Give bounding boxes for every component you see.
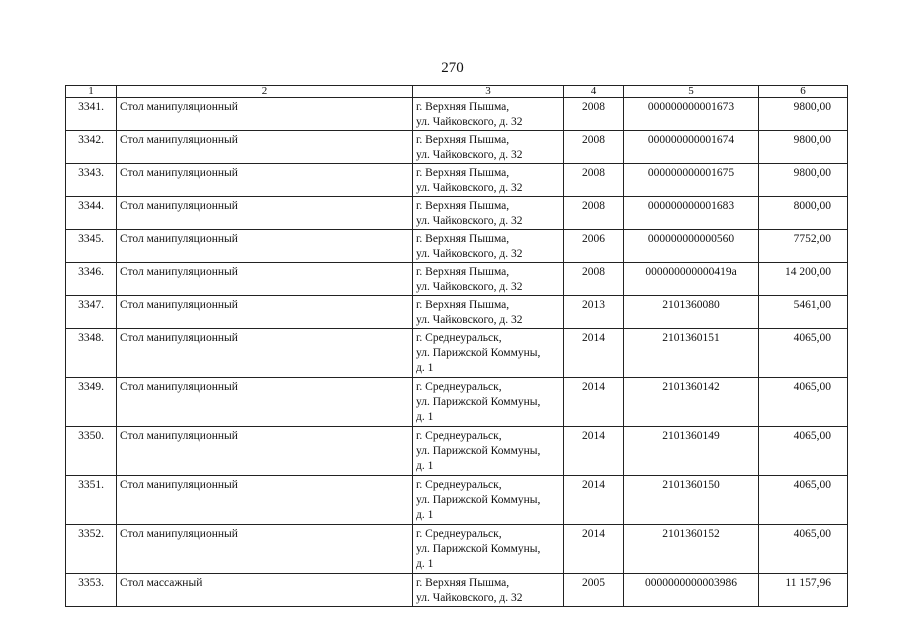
address-line: д. 1 [416, 460, 434, 472]
inventory-number: 2101360151 [624, 329, 759, 378]
item-cost: 4065,00 [759, 427, 848, 476]
item-cost: 4065,00 [759, 329, 848, 378]
item-name: Стол манипуляционный [117, 476, 413, 525]
address-line: г. Верхняя Пышма, [416, 266, 510, 278]
item-year: 2014 [564, 525, 624, 574]
item-address [413, 476, 564, 525]
column-header: 1 [66, 86, 117, 98]
item-year: 2008 [564, 263, 624, 296]
row-number: 3350. [66, 427, 117, 476]
address-line: ул. Парижской Коммуны, [416, 396, 541, 408]
address-line: г. Верхняя Пышма, [416, 233, 510, 245]
item-name: Стол манипуляционный [117, 263, 413, 296]
item-cost: 9800,00 [759, 131, 848, 164]
item-name: Стол манипуляционный [117, 197, 413, 230]
address-line: г. Среднеуральск, [416, 381, 502, 393]
item-name: Стол манипуляционный [117, 98, 413, 131]
item-year: 2006 [564, 230, 624, 263]
item-address [413, 98, 564, 131]
table-row [66, 98, 848, 131]
address-line: г. Верхняя Пышма, [416, 577, 510, 589]
inventory-number: 000000000001673 [624, 98, 759, 131]
item-address [413, 574, 564, 607]
address-line: г. Среднеуральск, [416, 479, 502, 491]
inventory-number: 2101360149 [624, 427, 759, 476]
inventory-number: 000000000001683 [624, 197, 759, 230]
column-header: 6 [759, 86, 848, 98]
item-name: Стол манипуляционный [117, 427, 413, 476]
item-name: Стол массажный [117, 574, 413, 607]
item-name: Стол манипуляционный [117, 230, 413, 263]
row-number: 3343. [66, 164, 117, 197]
item-name: Стол манипуляционный [117, 131, 413, 164]
item-cost: 4065,00 [759, 476, 848, 525]
item-year: 2014 [564, 476, 624, 525]
item-year: 2008 [564, 131, 624, 164]
inventory-number: 2101360150 [624, 476, 759, 525]
item-cost: 4065,00 [759, 525, 848, 574]
address-line: ул. Чайковского, д. 32 [416, 248, 523, 260]
item-address [413, 197, 564, 230]
item-address [413, 263, 564, 296]
item-name: Стол манипуляционный [117, 525, 413, 574]
address-line: г. Верхняя Пышма, [416, 134, 510, 146]
item-year: 2005 [564, 574, 624, 607]
item-name: Стол манипуляционный [117, 296, 413, 329]
item-cost: 4065,00 [759, 378, 848, 427]
item-year: 2014 [564, 427, 624, 476]
row-number: 3341. [66, 98, 117, 131]
inventory-number: 2101360142 [624, 378, 759, 427]
item-year: 2008 [564, 98, 624, 131]
row-number: 3344. [66, 197, 117, 230]
item-cost: 14 200,00 [759, 263, 848, 296]
table-row [66, 329, 848, 378]
item-year: 2013 [564, 296, 624, 329]
address-line: ул. Чайковского, д. 32 [416, 215, 523, 227]
inventory-number: 000000000000560 [624, 230, 759, 263]
table-row [66, 164, 848, 197]
address-line: г. Верхняя Пышма, [416, 101, 510, 113]
row-number: 3351. [66, 476, 117, 525]
item-address [413, 230, 564, 263]
table-row [66, 525, 848, 574]
column-header: 4 [564, 86, 624, 98]
address-line: ул. Парижской Коммуны, [416, 445, 541, 457]
inventory-number: 2101360152 [624, 525, 759, 574]
row-number: 3352. [66, 525, 117, 574]
item-address [413, 296, 564, 329]
inventory-table [65, 85, 848, 607]
item-address [413, 164, 564, 197]
address-line: д. 1 [416, 411, 434, 423]
address-line: г. Верхняя Пышма, [416, 200, 510, 212]
table-row [66, 296, 848, 329]
inventory-number: 000000000001675 [624, 164, 759, 197]
row-number: 3342. [66, 131, 117, 164]
column-header: 3 [413, 86, 564, 98]
item-year: 2008 [564, 197, 624, 230]
row-number: 3347. [66, 296, 117, 329]
inventory-number: 000000000000419а [624, 263, 759, 296]
table-row [66, 378, 848, 427]
column-header: 2 [117, 86, 413, 98]
address-line: ул. Парижской Коммуны, [416, 494, 541, 506]
table-row [66, 427, 848, 476]
item-address [413, 427, 564, 476]
address-line: ул. Чайковского, д. 32 [416, 116, 523, 128]
address-line: ул. Чайковского, д. 32 [416, 281, 523, 293]
item-year: 2014 [564, 378, 624, 427]
table-row [66, 197, 848, 230]
row-number: 3349. [66, 378, 117, 427]
inventory-number: 000000000001674 [624, 131, 759, 164]
item-address [413, 378, 564, 427]
address-line: г. Среднеуральск, [416, 528, 502, 540]
item-name: Стол манипуляционный [117, 329, 413, 378]
item-cost: 9800,00 [759, 98, 848, 131]
address-line: ул. Парижской Коммуны, [416, 543, 541, 555]
table-row [66, 476, 848, 525]
address-line: ул. Чайковского, д. 32 [416, 149, 523, 161]
address-line: г. Среднеуральск, [416, 332, 502, 344]
address-line: д. 1 [416, 509, 434, 521]
inventory-number: 2101360080 [624, 296, 759, 329]
header-row [66, 86, 848, 98]
address-line: г. Верхняя Пышма, [416, 167, 510, 179]
column-header: 5 [624, 86, 759, 98]
table-row [66, 131, 848, 164]
table-row [66, 230, 848, 263]
item-name: Стол манипуляционный [117, 378, 413, 427]
item-cost: 11 157,96 [759, 574, 848, 607]
item-year: 2008 [564, 164, 624, 197]
table-row [66, 574, 848, 607]
address-line: г. Среднеуральск, [416, 430, 502, 442]
item-address [413, 329, 564, 378]
row-number: 3346. [66, 263, 117, 296]
table-row [66, 263, 848, 296]
address-line: ул. Парижской Коммуны, [416, 347, 541, 359]
row-number: 3348. [66, 329, 117, 378]
page-number: 270 [441, 60, 464, 76]
item-address [413, 131, 564, 164]
item-cost: 8000,00 [759, 197, 848, 230]
inventory-number: 0000000000003986 [624, 574, 759, 607]
item-cost: 7752,00 [759, 230, 848, 263]
item-address [413, 525, 564, 574]
address-line: г. Верхняя Пышма, [416, 299, 510, 311]
row-number: 3345. [66, 230, 117, 263]
row-number: 3353. [66, 574, 117, 607]
address-line: ул. Чайковского, д. 32 [416, 314, 523, 326]
address-line: ул. Чайковского, д. 32 [416, 592, 523, 604]
item-name: Стол манипуляционный [117, 164, 413, 197]
address-line: ул. Чайковского, д. 32 [416, 182, 523, 194]
item-cost: 5461,00 [759, 296, 848, 329]
item-cost: 9800,00 [759, 164, 848, 197]
address-line: д. 1 [416, 362, 434, 374]
item-year: 2014 [564, 329, 624, 378]
address-line: д. 1 [416, 558, 434, 570]
